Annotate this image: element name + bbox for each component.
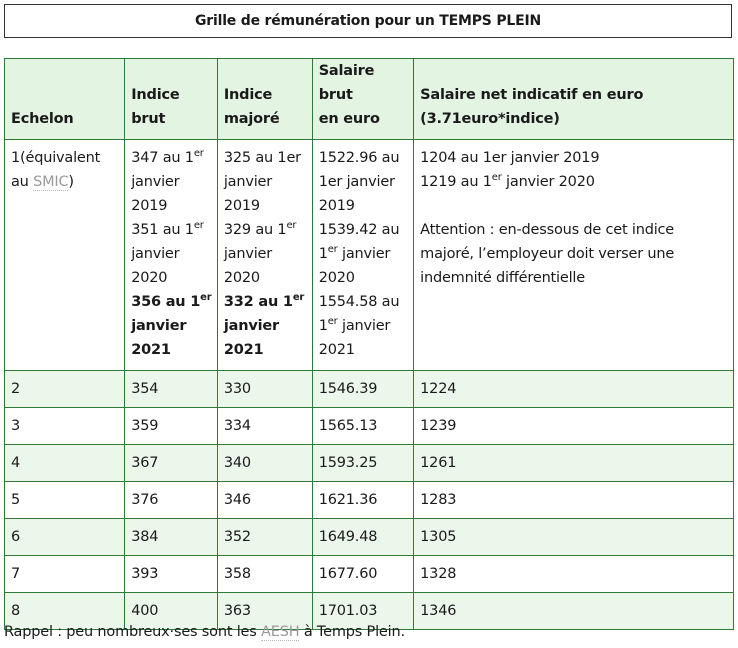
salary-table [4, 58, 734, 630]
table-row: 6 384 352 1649.48 1305 [5, 519, 734, 556]
header-indice-majore: Indice majoré [217, 59, 312, 140]
header-salaire-net: Salaire net indicatif en euro (3.71euro*indice) [414, 59, 734, 140]
page-title: Grille de rémunération pour un TEMPS PLEIN [4, 4, 732, 38]
table-row: 2 354 330 1546.39 1224 [5, 371, 734, 408]
attention-note: Attention : en-dessous de cet indice [420, 222, 675, 238]
cell-salaire-net: 1204 au 1er janvier 2019 1219 au 1er janvier 2020 Attention : en-dessous de cet indice majoré, l’employeur doit verser une indemnité différentielle [414, 140, 734, 371]
table-row-echelon-1 [5, 140, 734, 371]
header-echelon: Echelon [5, 59, 125, 140]
cell-indice-majore: 325 au 1er janvier 2019 329 au 1er janvier 2020 332 au 1er janvier 2021 [217, 140, 312, 371]
table-row: 3 359 334 1565.13 1239 [5, 408, 734, 445]
cell-echelon: 1(équivalent au SMIC) [5, 140, 125, 371]
cell-salaire-brut: 1522.96 au 1er janvier 2019 1539.42 au 1er janvier 2020 1554.58 au 1er janvier 2021 [312, 140, 413, 371]
cell-indice-brut: 347 au 1er janvier 2019 351 au 1er janvier 2020 356 au 1er janvier 2021 [125, 140, 218, 371]
smic-link[interactable]: SMIC [33, 174, 69, 190]
header-salaire-brut: Salaire brut en euro [312, 59, 413, 140]
table-row: 5 376 346 1621.36 1283 [5, 482, 734, 519]
table-row: 8 400 363 1701.03 1346 [5, 593, 734, 630]
table-header-row [5, 59, 734, 140]
header-indice-brut: Indice brut [125, 59, 218, 140]
table-row: 4 367 340 1593.25 1261 [5, 445, 734, 482]
aesh-link[interactable]: AESH [261, 624, 300, 640]
footnote: Rappel : peu nombreux·ses sont les AESH à Temps Plein. [4, 624, 405, 640]
table-row: 7 393 358 1677.60 1328 [5, 556, 734, 593]
